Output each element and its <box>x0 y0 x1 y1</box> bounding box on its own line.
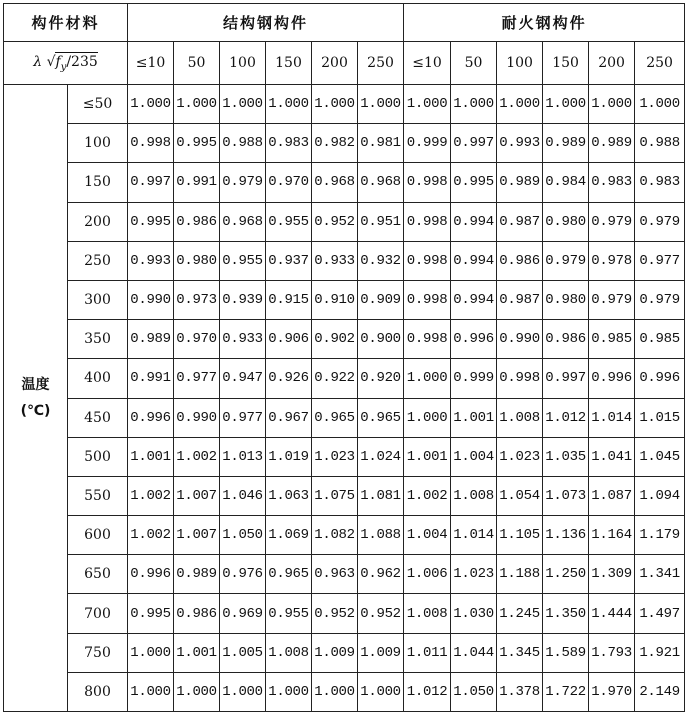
fire-resistant-value-cell: 1.001 <box>451 398 497 437</box>
temperature-cell: ≤50 <box>68 85 128 124</box>
temperature-cell: 700 <box>68 594 128 633</box>
fire-resistant-value-cell: 0.996 <box>451 320 497 359</box>
structural-value-cell: 0.977 <box>220 398 266 437</box>
fire-resistant-value-cell: 1.004 <box>451 437 497 476</box>
table-row <box>4 359 685 398</box>
structural-value-cell: 1.000 <box>128 672 174 711</box>
structural-value-cell: 1.000 <box>174 672 220 711</box>
fire-resistant-value-cell: 1.035 <box>543 437 589 476</box>
fire-resistant-value-cell: 1.589 <box>543 633 589 672</box>
fire-resistant-value-cell: 0.998 <box>404 241 451 280</box>
fire-resistant-column-header: 250 <box>635 42 685 85</box>
structural-value-cell: 0.983 <box>266 124 312 163</box>
fy-subscript: y <box>60 61 67 73</box>
fire-resistant-value-cell: 1.004 <box>404 516 451 555</box>
fy-divisor: /235 <box>66 53 98 70</box>
structural-column-header: 100 <box>220 42 266 85</box>
fire-resistant-value-cell: 1.008 <box>451 476 497 515</box>
fire-resistant-value-cell: 1.012 <box>404 672 451 711</box>
fire-resistant-value-cell: 0.983 <box>635 163 685 202</box>
structural-value-cell: 0.989 <box>128 320 174 359</box>
fire-resistant-value-cell: 0.998 <box>497 359 543 398</box>
fire-resistant-value-cell: 0.989 <box>589 124 635 163</box>
fire-resistant-column-header: 150 <box>543 42 589 85</box>
fire-resistant-value-cell: 0.997 <box>543 359 589 398</box>
fire-resistant-value-cell: 0.998 <box>404 163 451 202</box>
fire-resistant-value-cell: 0.998 <box>404 280 451 319</box>
table-row <box>4 124 685 163</box>
fire-resistant-value-cell: 0.994 <box>451 241 497 280</box>
structural-value-cell: 1.000 <box>312 672 358 711</box>
table-row <box>4 398 685 437</box>
fire-resistant-value-cell: 1.793 <box>589 633 635 672</box>
structural-value-cell: 0.932 <box>358 241 404 280</box>
fire-resistant-value-cell: 1.054 <box>497 476 543 515</box>
structural-value-cell: 0.926 <box>266 359 312 398</box>
temperature-cell: 250 <box>68 241 128 280</box>
table-row <box>4 476 685 515</box>
fire-resistant-value-cell: 1.164 <box>589 516 635 555</box>
structural-value-cell: 0.968 <box>358 163 404 202</box>
structural-value-cell: 1.046 <box>220 476 266 515</box>
fire-resistant-value-cell: 0.979 <box>635 202 685 241</box>
structural-value-cell: 1.082 <box>312 516 358 555</box>
fire-resistant-value-cell: 1.002 <box>404 476 451 515</box>
structural-value-cell: 0.955 <box>220 241 266 280</box>
fire-resistant-value-cell: 1.444 <box>589 594 635 633</box>
structural-column-header: 200 <box>312 42 358 85</box>
fire-resistant-value-cell: 1.014 <box>451 516 497 555</box>
structural-value-cell: 1.000 <box>312 85 358 124</box>
structural-value-cell: 0.969 <box>220 594 266 633</box>
structural-value-cell: 0.947 <box>220 359 266 398</box>
structural-value-cell: 0.988 <box>220 124 266 163</box>
fire-resistant-value-cell: 0.980 <box>543 202 589 241</box>
temperature-cell: 550 <box>68 476 128 515</box>
structural-value-cell: 1.088 <box>358 516 404 555</box>
structural-value-cell: 0.933 <box>220 320 266 359</box>
table-row <box>4 85 685 124</box>
structural-value-cell: 0.902 <box>312 320 358 359</box>
lambda-symbol: λ <box>33 53 43 70</box>
fire-resistant-value-cell: 1.309 <box>589 555 635 594</box>
fire-resistant-value-cell: 1.012 <box>543 398 589 437</box>
structural-value-cell: 1.000 <box>128 633 174 672</box>
structural-value-cell: 0.952 <box>358 594 404 633</box>
fire-resistant-value-cell: 1.008 <box>404 594 451 633</box>
structural-value-cell: 0.965 <box>312 398 358 437</box>
structural-value-cell: 0.967 <box>266 398 312 437</box>
table-row <box>4 672 685 711</box>
fire-resistant-value-cell: 1.011 <box>404 633 451 672</box>
temperature-label-text: 温度 <box>21 377 50 393</box>
fire-resistant-value-cell: 1.245 <box>497 594 543 633</box>
fire-resistant-value-cell: 0.984 <box>543 163 589 202</box>
fire-resistant-value-cell: 1.041 <box>589 437 635 476</box>
temperature-cell: 800 <box>68 672 128 711</box>
structural-value-cell: 0.909 <box>358 280 404 319</box>
table-row <box>4 320 685 359</box>
table-row <box>4 280 685 319</box>
fire-resistant-value-cell: 0.979 <box>589 280 635 319</box>
table-row <box>4 163 685 202</box>
fire-resistant-value-cell: 1.000 <box>543 85 589 124</box>
fire-resistant-value-cell: 0.994 <box>451 280 497 319</box>
structural-value-cell: 0.970 <box>174 320 220 359</box>
fire-resistant-value-cell: 0.989 <box>497 163 543 202</box>
structural-value-cell: 0.998 <box>128 124 174 163</box>
structural-value-cell: 0.973 <box>174 280 220 319</box>
fire-resistant-value-cell: 0.996 <box>589 359 635 398</box>
temperature-cell: 500 <box>68 437 128 476</box>
table-row <box>4 594 685 633</box>
temperature-cell: 750 <box>68 633 128 672</box>
table-row <box>4 437 685 476</box>
fire-resistant-value-cell: 1.073 <box>543 476 589 515</box>
structural-value-cell: 0.922 <box>312 359 358 398</box>
structural-value-cell: 1.002 <box>128 476 174 515</box>
temperature-cell: 450 <box>68 398 128 437</box>
structural-value-cell: 0.965 <box>266 555 312 594</box>
fire-resistant-value-cell: 1.008 <box>497 398 543 437</box>
fire-resistant-value-cell: 0.980 <box>543 280 589 319</box>
fire-resistant-value-cell: 0.998 <box>404 202 451 241</box>
structural-value-cell: 0.965 <box>358 398 404 437</box>
structural-value-cell: 1.081 <box>358 476 404 515</box>
fire-resistant-value-cell: 0.983 <box>589 163 635 202</box>
temperature-cell: 100 <box>68 124 128 163</box>
structural-value-cell: 0.968 <box>312 163 358 202</box>
structural-value-cell: 1.024 <box>358 437 404 476</box>
structural-value-cell: 0.990 <box>128 280 174 319</box>
fire-resistant-value-cell: 1.000 <box>404 398 451 437</box>
structural-value-cell: 0.939 <box>220 280 266 319</box>
fire-resistant-value-cell: 1.345 <box>497 633 543 672</box>
fire-resistant-value-cell: 1.136 <box>543 516 589 555</box>
fire-resistant-value-cell: 0.999 <box>404 124 451 163</box>
fire-resistant-value-cell: 1.000 <box>497 85 543 124</box>
radical-symbol: √ <box>46 53 56 70</box>
fire-resistant-value-cell: 0.985 <box>589 320 635 359</box>
fire-resistant-value-cell: 0.999 <box>451 359 497 398</box>
fire-resistant-column-header: 100 <box>497 42 543 85</box>
fire-resistant-value-cell: 1.023 <box>497 437 543 476</box>
structural-value-cell: 0.995 <box>174 124 220 163</box>
temperature-label <box>4 85 68 712</box>
structural-value-cell: 1.000 <box>174 85 220 124</box>
fire-resistant-value-cell: 1.378 <box>497 672 543 711</box>
fire-resistant-value-cell: 1.044 <box>451 633 497 672</box>
structural-value-cell: 0.996 <box>128 555 174 594</box>
structural-value-cell: 0.981 <box>358 124 404 163</box>
structural-value-cell: 0.997 <box>128 163 174 202</box>
structural-value-cell: 1.013 <box>220 437 266 476</box>
structural-value-cell: 0.995 <box>128 202 174 241</box>
structural-value-cell: 0.993 <box>128 241 174 280</box>
structural-value-cell: 1.002 <box>174 437 220 476</box>
table-row <box>4 516 685 555</box>
structural-value-cell: 0.920 <box>358 359 404 398</box>
structural-value-cell: 1.005 <box>220 633 266 672</box>
structural-value-cell: 0.995 <box>128 594 174 633</box>
fire-resistant-value-cell: 0.986 <box>497 241 543 280</box>
structural-value-cell: 0.968 <box>220 202 266 241</box>
structural-value-cell: 0.970 <box>266 163 312 202</box>
structural-value-cell: 0.937 <box>266 241 312 280</box>
fire-resistant-value-cell: 0.988 <box>635 124 685 163</box>
structural-value-cell: 0.933 <box>312 241 358 280</box>
temperature-unit: (℃) <box>20 403 51 419</box>
fire-resistant-value-cell: 0.987 <box>497 202 543 241</box>
fire-resistant-steel-header: 耐火钢构件 <box>404 4 685 42</box>
structural-value-cell: 1.050 <box>220 516 266 555</box>
fire-resistant-value-cell: 1.045 <box>635 437 685 476</box>
fy-symbol: f <box>55 53 61 70</box>
structural-value-cell: 0.991 <box>174 163 220 202</box>
fire-resistant-column-header: ≤10 <box>404 42 451 85</box>
structural-value-cell: 1.075 <box>312 476 358 515</box>
structural-value-cell: 1.009 <box>358 633 404 672</box>
fire-resistant-value-cell: 0.994 <box>451 202 497 241</box>
fire-resistant-value-cell: 1.179 <box>635 516 685 555</box>
structural-value-cell: 0.951 <box>358 202 404 241</box>
structural-column-header: 250 <box>358 42 404 85</box>
structural-value-cell: 1.009 <box>312 633 358 672</box>
structural-value-cell: 0.986 <box>174 594 220 633</box>
fire-resistant-value-cell: 1.188 <box>497 555 543 594</box>
fire-resistant-value-cell: 0.987 <box>497 280 543 319</box>
fire-resistant-value-cell: 1.015 <box>635 398 685 437</box>
table-row <box>4 202 685 241</box>
structural-value-cell: 1.000 <box>220 672 266 711</box>
fire-resistant-value-cell: 0.979 <box>635 280 685 319</box>
structural-column-header: ≤10 <box>128 42 174 85</box>
fire-resistant-value-cell: 1.921 <box>635 633 685 672</box>
structural-value-cell: 1.000 <box>266 672 312 711</box>
temperature-cell: 200 <box>68 202 128 241</box>
temperature-cell: 400 <box>68 359 128 398</box>
fire-resistant-value-cell: 1.001 <box>404 437 451 476</box>
structural-value-cell: 0.915 <box>266 280 312 319</box>
temperature-cell: 650 <box>68 555 128 594</box>
structural-value-cell: 1.001 <box>128 437 174 476</box>
structural-value-cell: 1.069 <box>266 516 312 555</box>
fire-resistant-value-cell: 0.977 <box>635 241 685 280</box>
temperature-cell: 600 <box>68 516 128 555</box>
structural-value-cell: 1.000 <box>128 85 174 124</box>
structural-value-cell: 0.963 <box>312 555 358 594</box>
structural-value-cell: 0.982 <box>312 124 358 163</box>
fire-resistant-value-cell: 1.000 <box>635 85 685 124</box>
fire-resistant-value-cell: 1.000 <box>589 85 635 124</box>
table-row <box>4 555 685 594</box>
temperature-cell: 350 <box>68 320 128 359</box>
fire-resistant-value-cell: 0.997 <box>451 124 497 163</box>
structural-value-cell: 1.007 <box>174 516 220 555</box>
fire-resistant-value-cell: 1.000 <box>451 85 497 124</box>
temperature-cell: 150 <box>68 163 128 202</box>
structural-value-cell: 0.976 <box>220 555 266 594</box>
structural-column-header: 150 <box>266 42 312 85</box>
fire-resistant-value-cell: 1.970 <box>589 672 635 711</box>
fire-resistant-value-cell: 0.993 <box>497 124 543 163</box>
fire-resistant-value-cell: 0.979 <box>589 202 635 241</box>
structural-value-cell: 1.000 <box>358 672 404 711</box>
fire-resistant-value-cell: 0.979 <box>543 241 589 280</box>
fire-resistant-value-cell: 1.030 <box>451 594 497 633</box>
fire-resistant-value-cell: 1.350 <box>543 594 589 633</box>
structural-value-cell: 0.996 <box>128 398 174 437</box>
structural-value-cell: 1.063 <box>266 476 312 515</box>
fire-resistant-column-header: 50 <box>451 42 497 85</box>
structural-value-cell: 0.910 <box>312 280 358 319</box>
structural-value-cell: 1.001 <box>174 633 220 672</box>
structural-value-cell: 0.977 <box>174 359 220 398</box>
fire-resistant-value-cell: 0.995 <box>451 163 497 202</box>
structural-value-cell: 1.002 <box>128 516 174 555</box>
structural-value-cell: 1.000 <box>220 85 266 124</box>
structural-value-cell: 1.019 <box>266 437 312 476</box>
fire-resistant-value-cell: 1.000 <box>404 359 451 398</box>
structural-value-cell: 1.000 <box>358 85 404 124</box>
fire-resistant-value-cell: 1.014 <box>589 398 635 437</box>
material-header: 构件材料 <box>4 4 128 42</box>
fire-resistant-value-cell: 0.998 <box>404 320 451 359</box>
structural-value-cell: 1.000 <box>266 85 312 124</box>
structural-value-cell: 0.900 <box>358 320 404 359</box>
structural-value-cell: 0.991 <box>128 359 174 398</box>
structural-value-cell: 1.007 <box>174 476 220 515</box>
fire-resistant-value-cell: 1.006 <box>404 555 451 594</box>
fire-resistant-value-cell: 0.986 <box>543 320 589 359</box>
fire-resistant-value-cell: 1.341 <box>635 555 685 594</box>
structural-value-cell: 0.979 <box>220 163 266 202</box>
fire-resistant-value-cell: 0.996 <box>635 359 685 398</box>
fire-resistant-value-cell: 1.094 <box>635 476 685 515</box>
structural-value-cell: 0.952 <box>312 202 358 241</box>
fire-resistant-value-cell: 1.497 <box>635 594 685 633</box>
fire-resistant-value-cell: 1.722 <box>543 672 589 711</box>
fire-resistant-value-cell: 1.105 <box>497 516 543 555</box>
fire-resistant-value-cell: 0.978 <box>589 241 635 280</box>
structural-value-cell: 1.023 <box>312 437 358 476</box>
structural-value-cell: 0.955 <box>266 594 312 633</box>
structural-value-cell: 0.980 <box>174 241 220 280</box>
temperature-cell: 300 <box>68 280 128 319</box>
fire-resistant-value-cell: 1.000 <box>404 85 451 124</box>
fire-resistant-value-cell: 1.023 <box>451 555 497 594</box>
structural-value-cell: 0.952 <box>312 594 358 633</box>
fire-resistant-value-cell: 0.989 <box>543 124 589 163</box>
coefficient-table <box>3 3 685 712</box>
structural-value-cell: 0.906 <box>266 320 312 359</box>
fire-resistant-value-cell: 0.990 <box>497 320 543 359</box>
fire-resistant-value-cell: 2.149 <box>635 672 685 711</box>
fire-resistant-column-header: 200 <box>589 42 635 85</box>
slenderness-header <box>4 42 128 85</box>
structural-value-cell: 0.962 <box>358 555 404 594</box>
fire-resistant-value-cell: 1.050 <box>451 672 497 711</box>
table-row <box>4 241 685 280</box>
fire-resistant-value-cell: 1.087 <box>589 476 635 515</box>
structural-value-cell: 1.008 <box>266 633 312 672</box>
structural-value-cell: 0.986 <box>174 202 220 241</box>
fire-resistant-value-cell: 0.985 <box>635 320 685 359</box>
structural-column-header: 50 <box>174 42 220 85</box>
structural-steel-header: 结构钢构件 <box>128 4 404 42</box>
structural-value-cell: 0.990 <box>174 398 220 437</box>
table-row <box>4 633 685 672</box>
fire-resistant-value-cell: 1.250 <box>543 555 589 594</box>
structural-value-cell: 0.955 <box>266 202 312 241</box>
structural-value-cell: 0.989 <box>174 555 220 594</box>
